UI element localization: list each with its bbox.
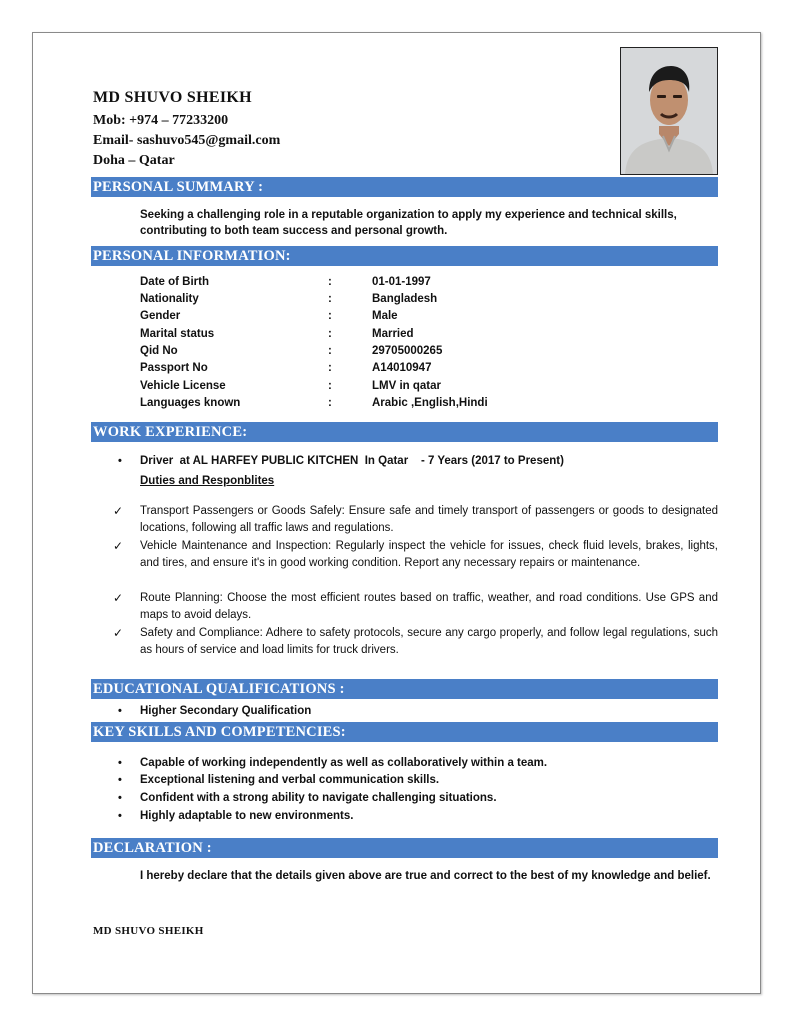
info-value: A14010947 (372, 362, 432, 374)
skill-item: Capable of working independently as well as collaboratively within a team. (140, 757, 548, 769)
bullet-icon: • (118, 455, 122, 467)
info-separator: : (328, 362, 332, 374)
info-separator: : (328, 276, 332, 288)
declaration-text: I hereby declare that the details given above are true and correct to the best of my knowledge and belief. (140, 870, 711, 882)
section-declaration: DECLARATION : (91, 838, 718, 858)
section-personal-information: PERSONAL INFORMATION: (91, 246, 718, 266)
checkmark-icon: ✓ (113, 504, 124, 518)
info-value: LMV in qatar (372, 380, 442, 392)
info-key: Passport No (140, 362, 208, 374)
duty-item: Vehicle Maintenance and Inspection: Regularly inspect the vehicle for issues, check fluid levels, brakes, lights, and tires, and ensure it's in good working condition. Report any necessary repairs or maintenance. (140, 540, 718, 569)
bullet-icon: • (118, 810, 122, 822)
job-title: Driver at AL HARFEY PUBLIC KITCHEN In Qatar - 7 Years (2017 to Present) (140, 455, 564, 467)
email-address: Email- sashuvo545@gmail.com (93, 133, 281, 148)
info-key: Nationality (140, 293, 199, 305)
duty-item: Transport Passengers or Goods Safely: Ensure safe and timely transport of passengers or goods to designated locations, following all traffic laws and regulations. (140, 505, 718, 534)
info-key: Gender (140, 310, 181, 322)
checkmark-icon: ✓ (113, 591, 124, 605)
info-separator: : (328, 328, 332, 340)
info-value: Bangladesh (372, 293, 438, 305)
info-value: Married (372, 328, 414, 340)
section-work-experience: WORK EXPERIENCE: (91, 422, 718, 442)
duty-item: Safety and Compliance: Adhere to safety protocols, secure any cargo properly, and follow legal regulations, such as hours of service and load limits for truck drivers. (140, 627, 718, 656)
bullet-icon: • (118, 705, 122, 717)
info-key: Date of Birth (140, 276, 209, 288)
info-key: Languages known (140, 397, 241, 409)
info-value: 29705000265 (372, 345, 443, 357)
info-value: Arabic ,English,Hindi (372, 397, 488, 409)
skill-item: Highly adaptable to new environments. (140, 810, 354, 822)
bullet-icon: • (118, 774, 122, 786)
duty-item: Route Planning: Choose the most efficient routes based on traffic, weather, and road conditions. Use GPS and maps to avoid delays. (140, 592, 718, 621)
info-key: Vehicle License (140, 380, 226, 392)
bullet-icon: • (118, 792, 122, 804)
info-key: Marital status (140, 328, 215, 340)
summary-text: Seeking a challenging role in a reputable organization to apply my experience and technical skills, contributing to both team success and personal growth. (140, 209, 677, 237)
bullet-icon: • (118, 757, 122, 769)
section-education: EDUCATIONAL QUALIFICATIONS : (91, 679, 718, 699)
education-item: Higher Secondary Qualification (140, 705, 312, 717)
candidate-name: MD SHUVO SHEIKH (93, 89, 252, 106)
info-separator: : (328, 397, 332, 409)
info-separator: : (328, 293, 332, 305)
section-personal-summary: PERSONAL SUMMARY : (91, 177, 718, 197)
info-value: Male (372, 310, 398, 322)
skill-item: Exceptional listening and verbal communication skills. (140, 774, 440, 786)
info-key: Qid No (140, 345, 178, 357)
info-separator: : (328, 380, 332, 392)
duties-heading: Duties and Responblites (140, 475, 275, 487)
checkmark-icon: ✓ (113, 539, 124, 553)
section-key-skills: KEY SKILLS AND COMPETENCIES: (91, 722, 718, 742)
profile-photo (620, 47, 718, 175)
resume-page (32, 32, 761, 994)
location: Doha – Qatar (93, 153, 175, 168)
checkmark-icon: ✓ (113, 626, 124, 640)
signature-name: MD SHUVO SHEIKH (93, 925, 204, 937)
info-value: 01-01-1997 (372, 276, 431, 288)
mobile-number: Mob: +974 – 77233200 (93, 113, 229, 128)
skill-item: Confident with a strong ability to navigate challenging situations. (140, 792, 497, 804)
info-separator: : (328, 345, 332, 357)
info-separator: : (328, 310, 332, 322)
